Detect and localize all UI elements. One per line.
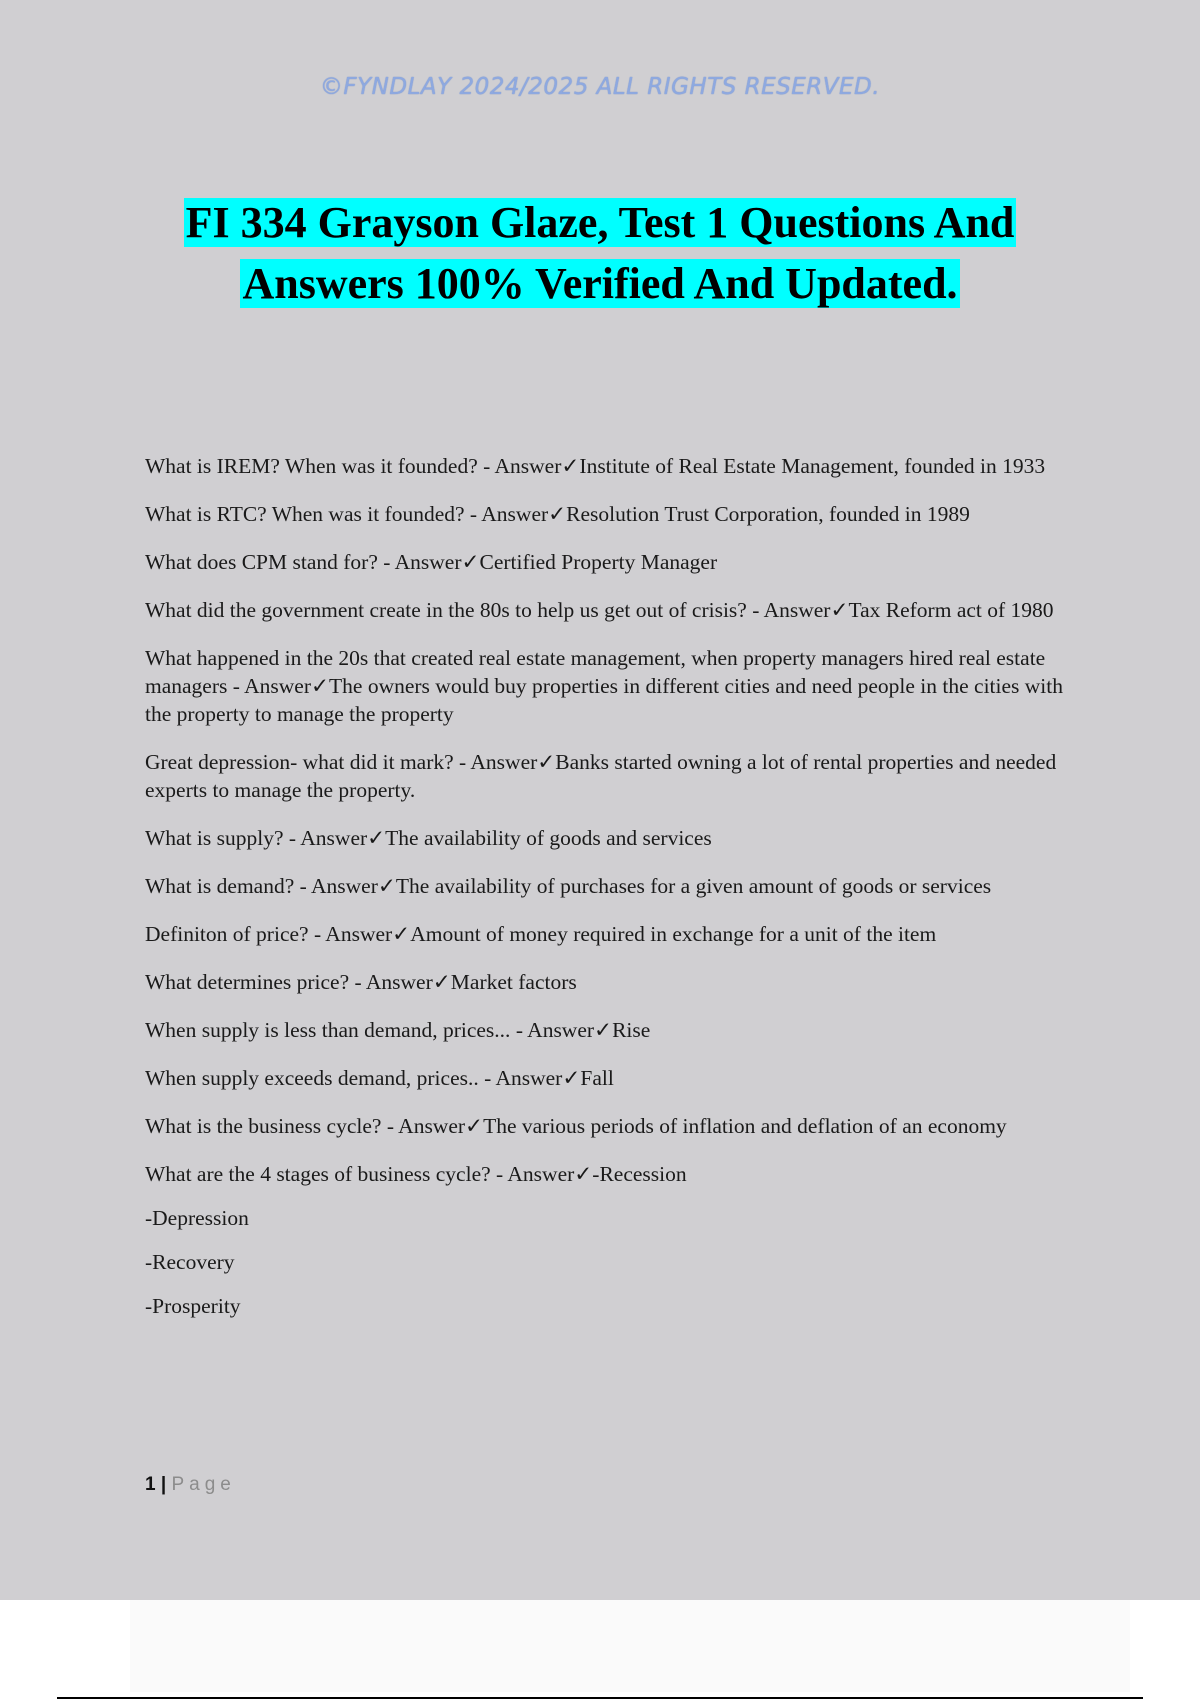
stage-line: -Prosperity xyxy=(145,1294,241,1318)
footer-divider: | xyxy=(155,1474,172,1495)
document-title xyxy=(100,192,1100,314)
qa-item: What are the 4 stages of business cycle? - Answer✓-Recession xyxy=(145,1162,687,1186)
next-page-strip xyxy=(130,1600,1130,1692)
qa-item: Great depression- what did it mark? - Answer✓Banks started owning a lot of rental properties and needed experts to manage the property. xyxy=(145,750,1057,802)
page-label: Page xyxy=(171,1474,236,1495)
qa-item: What did the government create in the 80s to help us get out of crisis? - Answer✓Tax Reform act of 1980 xyxy=(145,598,1054,622)
stage-line: -Depression xyxy=(145,1206,249,1230)
qa-item: What is the business cycle? - Answer✓The various periods of inflation and deflation of an economy xyxy=(145,1114,1007,1138)
qa-list xyxy=(145,452,1085,1336)
qa-item: When supply is less than demand, prices... - Answer✓Rise xyxy=(145,1018,651,1042)
bottom-rule xyxy=(57,1697,1143,1699)
title-highlight: FI 334 Grayson Glaze, Test 1 Questions And Answers 100% Verified And Updated. xyxy=(185,198,1015,308)
qa-item: What determines price? - Answer✓Market factors xyxy=(145,970,577,994)
qa-item: What is demand? - Answer✓The availability of purchases for a given amount of goods or services xyxy=(145,874,992,898)
qa-item: What does CPM stand for? - Answer✓Certified Property Manager xyxy=(145,550,718,574)
page-number: 1 xyxy=(145,1474,156,1495)
qa-item: What is IREM? When was it founded? - Answer✓Institute of Real Estate Management, founded in 1933 xyxy=(145,454,1046,478)
qa-item: What is supply? - Answer✓The availability of goods and services xyxy=(145,826,712,850)
qa-item: When supply exceeds demand, prices.. - Answer✓Fall xyxy=(145,1066,614,1090)
qa-item: Definiton of price? - Answer✓Amount of money required in exchange for a unit of the item xyxy=(145,922,937,946)
page-footer xyxy=(145,1474,236,1496)
qa-item: What is RTC? When was it founded? - Answer✓Resolution Trust Corporation, founded in 1989 xyxy=(145,502,970,526)
qa-item: What happened in the 20s that created real estate management, when property managers hired real estate managers - Answer✓The owners would buy properties in different cities and need people in the cities with the property to manage the property xyxy=(145,646,1063,726)
stage-line: -Recovery xyxy=(145,1250,235,1274)
copyright-watermark: ©FYNDLAY 2024/2025 ALL RIGHTS RESERVED. xyxy=(319,74,881,100)
